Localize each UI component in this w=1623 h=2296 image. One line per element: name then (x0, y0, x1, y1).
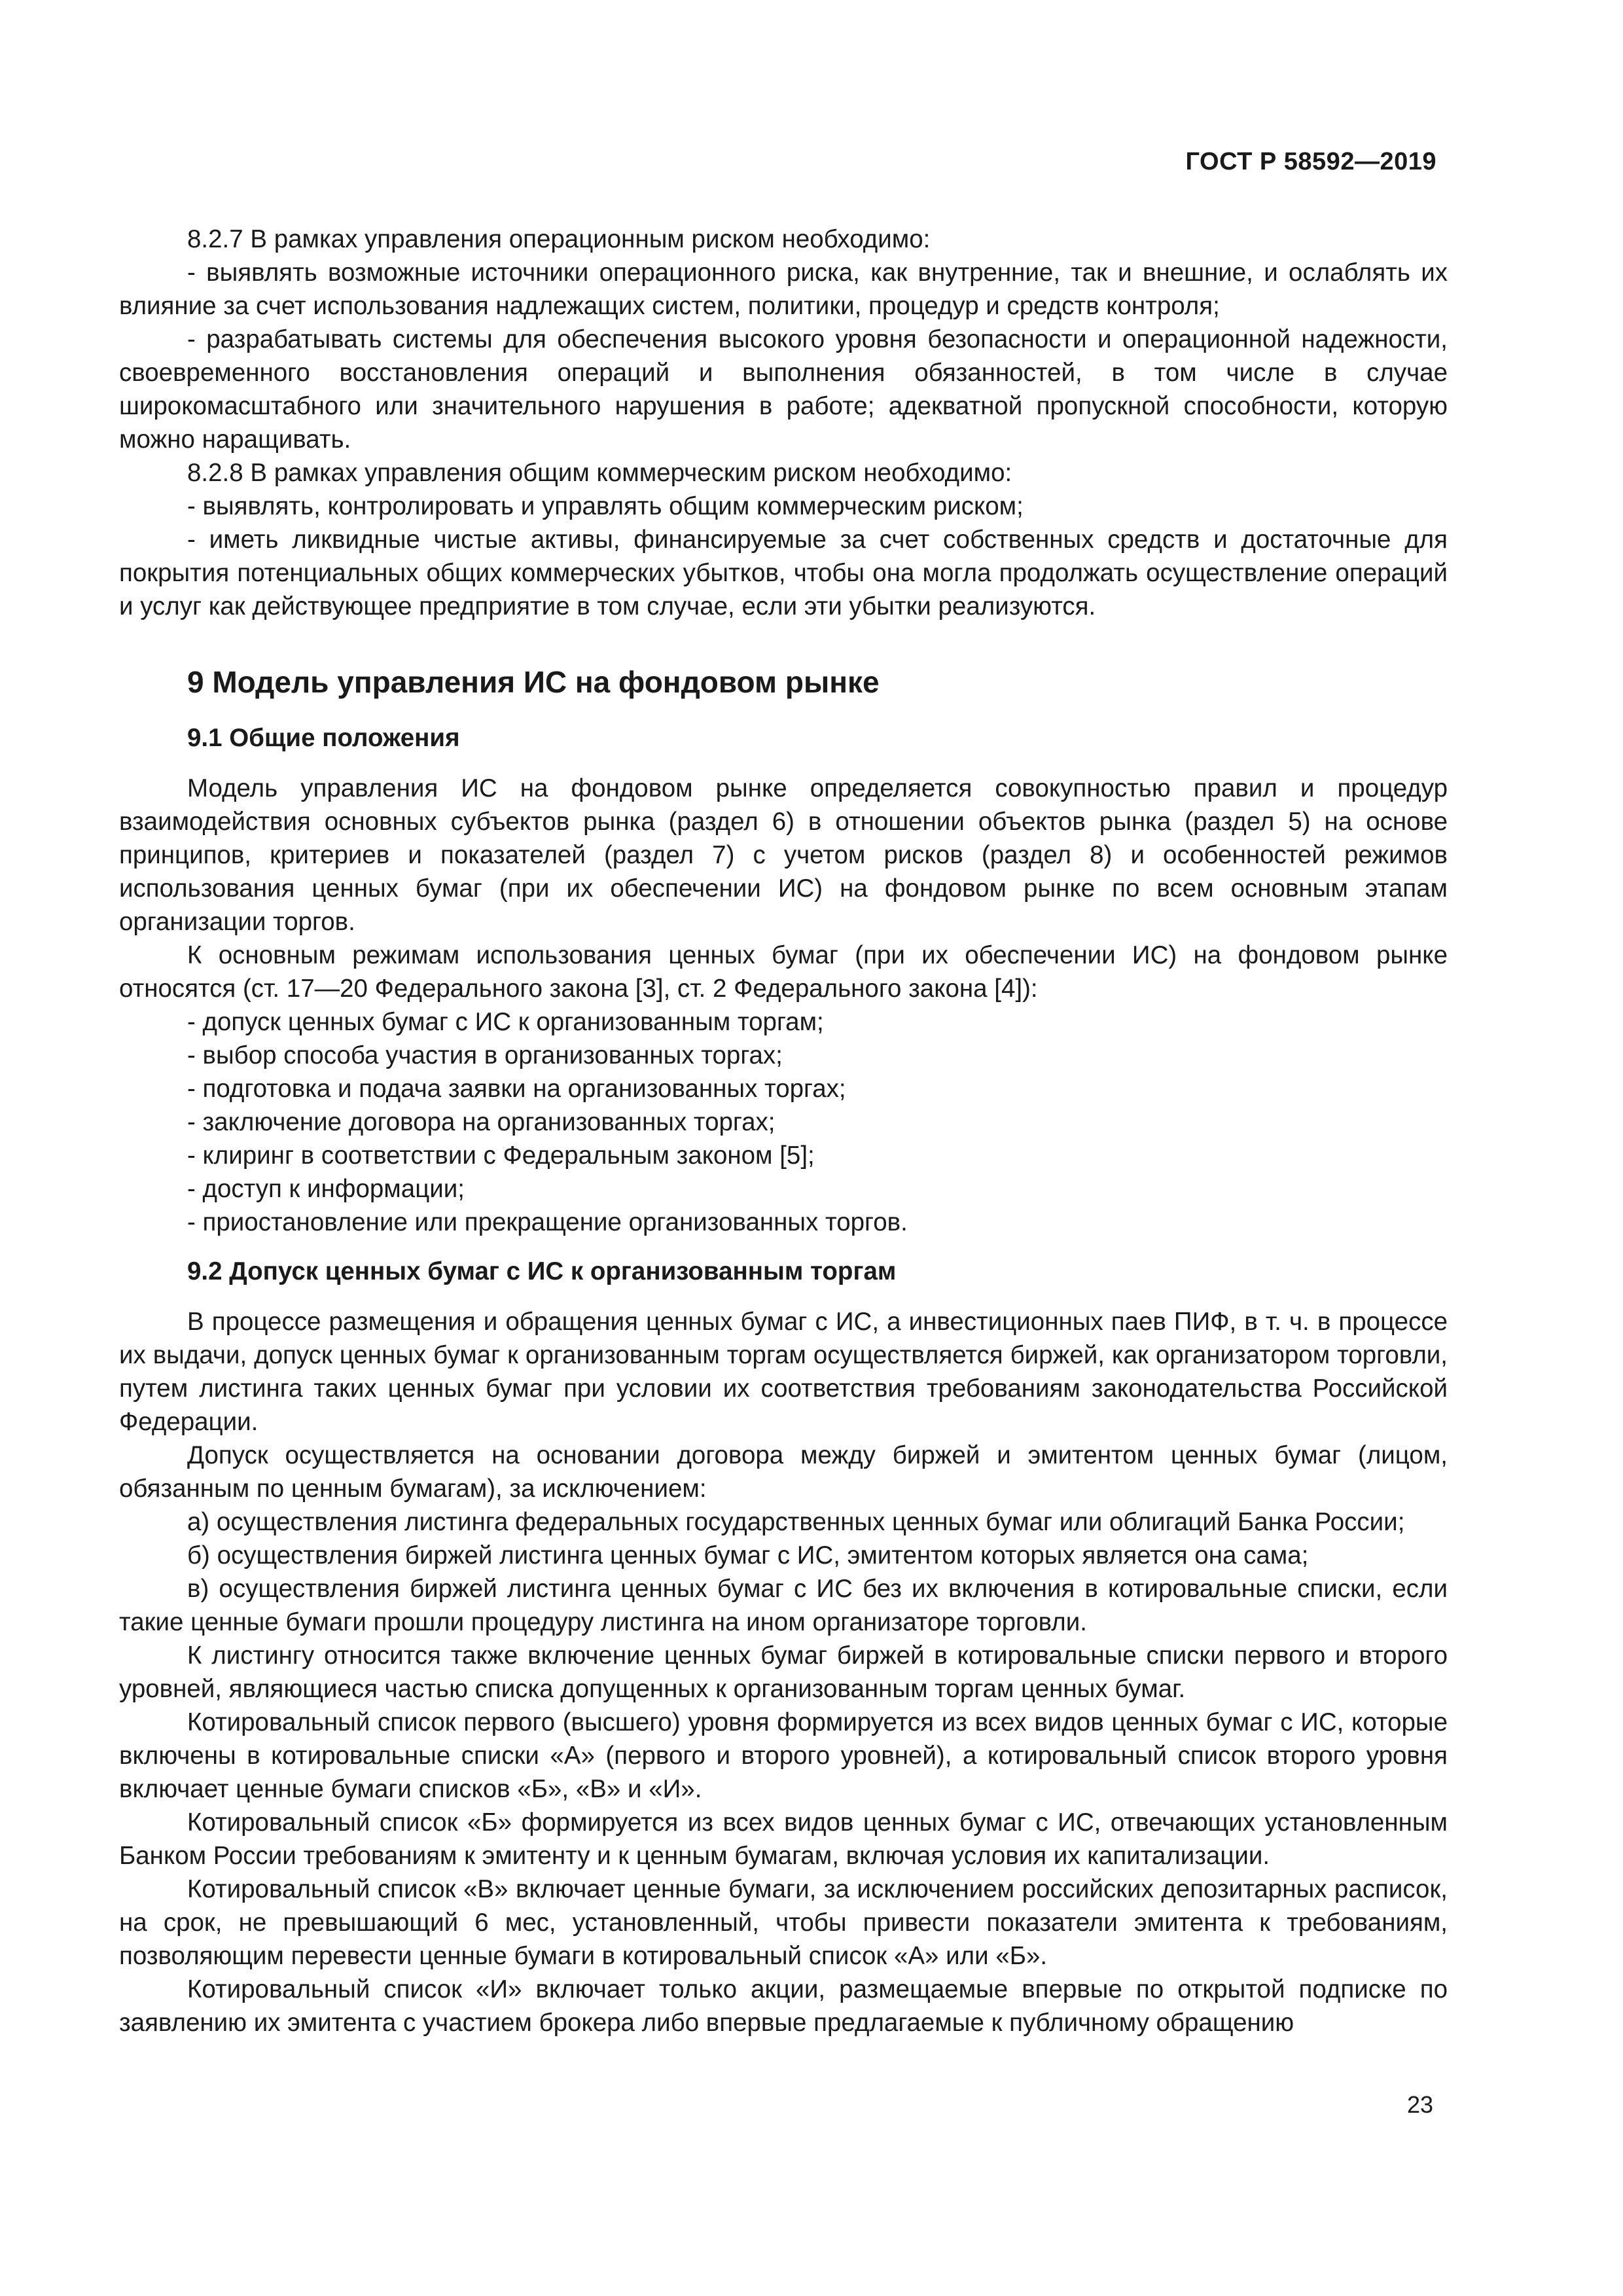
section-9-1-heading: 9.1 Общие положения (187, 724, 460, 752)
section-9-2-paragraph-2: Допуск осуществляется на основании договора между биржей и эмитентом ценных бумаг (лицом, обязанным по ценным бумагам), за исключением: (119, 1441, 1448, 1503)
list-item: - приостановление или прекращение организованных торгов. (187, 1208, 908, 1236)
exception-item-v: в) осуществления биржей листинга ценных бумаг с ИС без их включения в котировальные списки, если такие ценные бумаги прошли процедуру листинга на ином организаторе торговли. (119, 1575, 1448, 1636)
list-item: - доступ к информации; (187, 1175, 465, 1203)
list-item: - выбор способа участия в организованных торгах; (187, 1041, 783, 1069)
page-content (119, 223, 1448, 2039)
list-item: - подготовка и подача заявки на организованных торгах; (187, 1075, 846, 1103)
section-9-2-paragraph-3: К листингу относится также включение ценных бумаг биржей в котировальные списки первого и второго уровней, являющиеся частью списка допущенных к организованным торгам ценных бумаг. (119, 1641, 1448, 1703)
section-9-2-paragraph-7: Котировальный список «И» включает только акции, размещаемые впервые по открытой подписке по заявлению их эмитента с участием брокера либо впервые предлагаемые к публичному обращению (119, 1975, 1448, 2037)
clause-8-2-8-item-1: - выявлять, контролировать и управлять общим коммерческим риском; (187, 492, 1024, 520)
section-9-2-heading: 9.2 Допуск ценных бумаг с ИС к организованным торгам (187, 1257, 897, 1285)
page-number: 23 (1406, 2091, 1433, 2118)
clause-8-2-7-item-2: - разрабатывать системы для обеспечения высокого уровня безопасности и операционной надежности, своевременного восстановления операций и выполнения обязанностей, в том числе в случае широкомасштабного или значительного нарушения в работе; адекватной пропускной способности, которую можно наращивать. (119, 325, 1448, 454)
list-item: - допуск ценных бумаг с ИС к организованным торгам; (187, 1008, 824, 1036)
section-9-2-paragraph-5: Котировальный список «Б» формируется из всех видов ценных бумаг с ИС, отвечающих установленным Банком России требованиям к эмитенту и к ценным бумагам, включая условия их капитализации. (119, 1808, 1448, 1870)
section-9-1-paragraph-1: Модель управления ИС на фондовом рынке определяется совокупностью правил и процедур взаимодействия основных субъектов рынка (раздел 6) в отношении объектов рынка (раздел 5) на основе принципов, критериев и показателей (раздел 7) с учетом рисков (раздел 8) и особенностей режимов использования ценных бумаг (при их обеспечении ИС) на фондовом рынке по всем основным этапам организации торгов. (119, 774, 1448, 936)
section-9-1-paragraph-2: К основным режимам использования ценных бумаг (при их обеспечении ИС) на фондовом рынке относятся (ст. 17—20 Федерального закона [3], ст. 2 Федерального закона [4]): (119, 941, 1448, 1003)
section-9-heading: 9 Модель управления ИС на фондовом рынке (187, 665, 880, 699)
clause-8-2-7-intro: 8.2.7 В рамках управления операционным риском необходимо: (187, 225, 931, 253)
clause-8-2-7-item-1: - выявлять возможные источники операционного риска, как внутренние, так и внешние, и ослаблять их влияние за счет использования надлежащих систем, политики, процедур и средств контроля; (119, 259, 1448, 320)
document-code: ГОСТ Р 58592—2019 (1185, 148, 1436, 175)
section-9-2-paragraph-6: Котировальный список «В» включает ценные бумаги, за исключением российских депозитарных расписок, на срок, не превышающий 6 мес, установленный, чтобы привести показатели эмитента к требованиям, позволяющим перевести ценные бумаги в котировальный список «А» или «Б». (119, 1875, 1448, 1970)
section-9-2-paragraph-1: В процессе размещения и обращения ценных бумаг с ИС, а инвестиционных паев ПИФ, в т. ч. в процессе их выдачи, допуск ценных бумаг к организованным торгам осуществляется биржей, как организатором торговли, путем листинга таких ценных бумаг при условии их соответствия требованиям законодательства Российской Федерации. (119, 1308, 1448, 1436)
list-item: - заключение договора на организованных торгах; (187, 1108, 776, 1136)
section-9-2-paragraph-4: Котировальный список первого (высшего) уровня формируется из всех видов ценных бумаг с ИС, которые включены в котировальные списки «А» (первого и второго уровней), а котировальный список второго уровня включает ценные бумаги списков «Б», «В» и «И». (119, 1708, 1448, 1803)
exception-item-b: б) осуществления биржей листинга ценных бумаг с ИС, эмитентом которых является она сама; (187, 1541, 1309, 1570)
list-item: - клиринг в соответствии с Федеральным законом [5]; (187, 1141, 815, 1170)
exception-item-a: а) осуществления листинга федеральных государственных ценных бумаг или облигаций Банка России; (187, 1508, 1405, 1536)
clause-8-2-8-intro: 8.2.8 В рамках управления общим коммерческим риском необходимо: (187, 459, 1012, 487)
clause-8-2-8-item-2: - иметь ликвидные чистые активы, финансируемые за счет собственных средств и достаточные для покрытия потенциальных общих коммерческих убытков, чтобы она могла продолжать осуществление операций и услуг как действующее предприятие в том случае, если эти убытки реализуются. (119, 526, 1448, 620)
